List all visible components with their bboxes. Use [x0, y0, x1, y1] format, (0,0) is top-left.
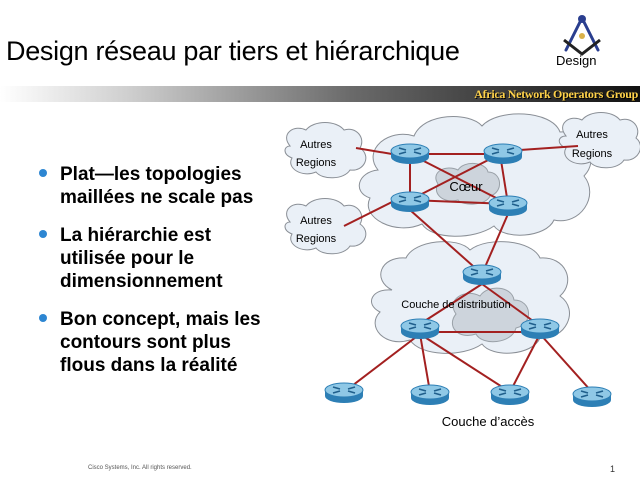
distribution-router-1 — [463, 265, 501, 285]
access-router-1 — [325, 383, 363, 403]
region-label-3b: Regions — [571, 148, 613, 160]
bullet-item — [36, 308, 326, 377]
region-label-2a: Autres — [300, 215, 332, 227]
access-routers — [325, 383, 611, 407]
bullet-dot-icon — [39, 314, 47, 322]
bullet-line: utilisée pour le — [60, 248, 195, 269]
core-router-2 — [484, 144, 522, 164]
bullet-item — [36, 224, 326, 293]
core-router-1 — [391, 144, 429, 164]
bullet-line: flous dans la réalité — [60, 355, 238, 376]
slide-title: Design réseau par tiers et hiérarchique — [6, 36, 460, 66]
distribution-router-2 — [401, 319, 439, 339]
access-router-3 — [491, 385, 529, 405]
bullet-line: Plat—les topologies — [60, 164, 242, 185]
distribution-label: Couche de distribution — [401, 299, 511, 311]
access-router-4 — [573, 387, 611, 407]
bullet-line: contours sont plus — [60, 332, 231, 353]
region-label-1a: Autres — [300, 139, 332, 151]
core-router-4 — [489, 196, 527, 216]
access-router-2 — [411, 385, 449, 405]
access-label: Couche d’accès — [441, 414, 535, 429]
bullet-line: dimensionnement — [60, 271, 223, 292]
bullet-line: Bon concept, mais les — [60, 309, 261, 330]
bullet-dot-icon — [39, 230, 47, 238]
page-number: 1 — [610, 464, 616, 474]
bullet-line: La hiérarchie est — [60, 225, 212, 246]
bullet-line: maillées ne scale pas — [60, 187, 254, 208]
bullet-dot-icon — [39, 169, 47, 177]
region-label-1b: Regions — [295, 157, 337, 169]
region-label-2b: Regions — [295, 233, 337, 245]
bullet-item — [36, 163, 326, 209]
bullet-list — [36, 163, 326, 392]
region-label-3a: Autres — [576, 129, 608, 141]
footer-copyright: Cisco Systems, Inc. All rights reserved. — [88, 465, 192, 471]
org-banner: Africa Network Operators Group — [474, 87, 638, 101]
core-label: Cœur — [449, 179, 483, 194]
distribution-router-3 — [521, 319, 559, 339]
logo-label: Design — [556, 53, 597, 68]
core-router-3 — [391, 192, 429, 212]
